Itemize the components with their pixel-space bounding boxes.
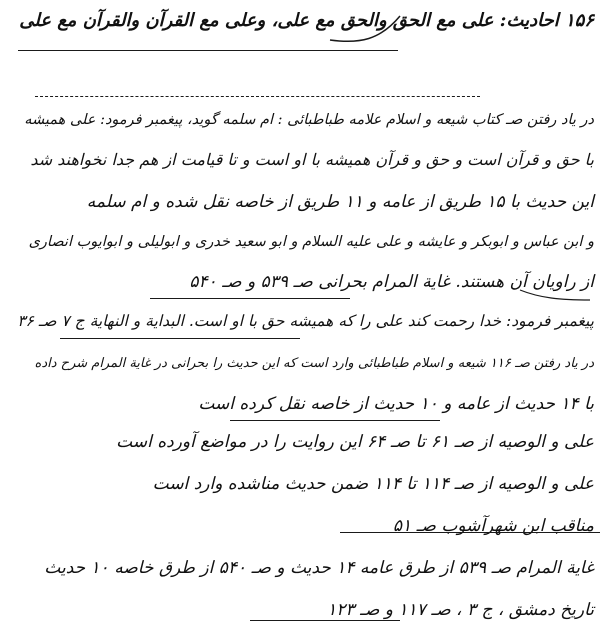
title-flourish	[330, 16, 400, 41]
margin-flourish	[520, 290, 590, 300]
text-line-11: مناقب ابن شهرآشوب صـ ۵۱	[392, 516, 594, 536]
text-line-7: در یاد رفتن صـ ۱۱۶ شیعه و اسلام طباطبائی وارد است که این حدیث را بحرانی در غایة المرام شرح داده	[34, 356, 594, 371]
text-line-10: علی و الوصیه از صـ ۱۱۴ تا ۱۱۴ ضمن حدیث مناشده وارد است	[152, 474, 594, 494]
text-line-9: علی و الوصیه از صـ ۶۱ تا صـ ۶۴ این روایت را در مواضع آورده است	[116, 432, 594, 452]
text-line-13: تاریخ دمشق ، ج ۳ ، صـ ۱۱۷ و صـ ۱۲۳	[327, 600, 594, 620]
text-line-8: با ۱۴ حدیث از عامه و ۱۰ حدیث از خاصه نقل کرده است	[198, 394, 594, 414]
text-line-3: این حدیث با ۱۵ طریق از عامه و ۱۱ طریق از خاصه نقل شده و ام سلمه	[86, 192, 594, 212]
text-line-5: از راویان آن هستند. غایة المرام بحرانی صـ ۵۳۹ و صـ ۵۴۰	[189, 272, 594, 292]
text-line-2: با حق و قرآن است و حق و قرآن همیشه با او است و تا قیامت از هم جدا نخواهند شد	[30, 150, 594, 169]
text-line-4: و ابن عباس و ابوبکر و عایشه و علی علیه السلام و ابو سعید خدری و ابولیلی و ابوایوب انصاری	[28, 234, 594, 250]
page-title: ۱۵۶ احادیث: علی مع الحق والحق مع علی، وعلی مع القرآن والقرآن مع علی	[19, 10, 594, 31]
text-line-1: در یاد رفتن صـ کتاب شیعه و اسلام علامه طباطبائی : ام سلمه گوید، پیغمبر فرمود: علی همیشه	[24, 112, 594, 128]
text-line-6: پیغمبر فرمود: خدا رحمت کند علی را که همیشه حق با او است. البدایة و النهایة ج ۷ صـ ۳۶	[17, 312, 594, 330]
text-line-12: غایة المرام صـ ۵۳۹ از طرق عامه ۱۴ حدیث و صـ ۵۴۰ از طرق خاصه ۱۰ حدیث	[44, 558, 594, 578]
